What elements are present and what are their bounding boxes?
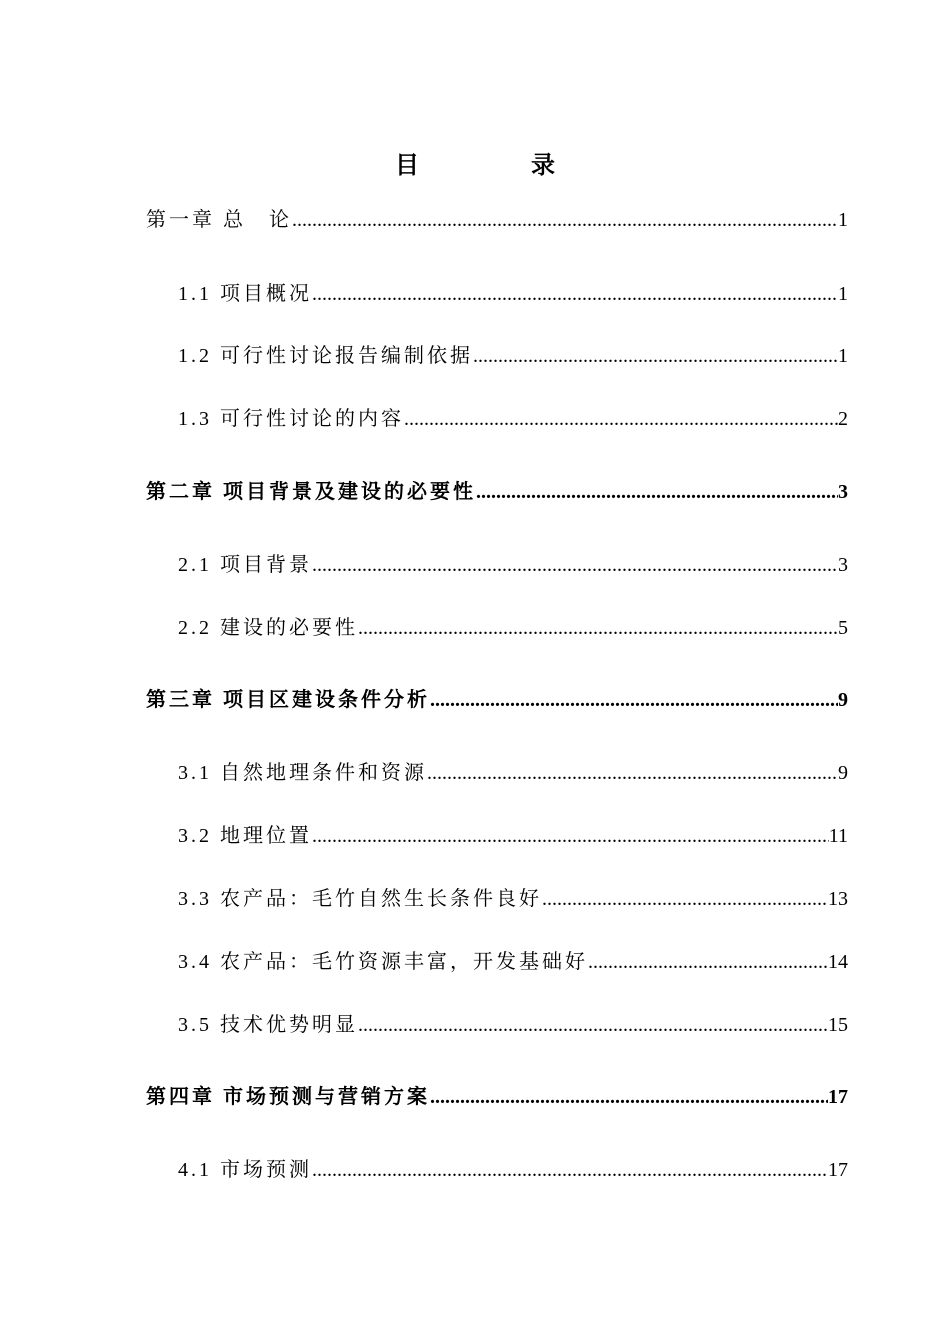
toc-entry-label: 第一章 总 论 (146, 209, 292, 231)
toc-entry-page: 14 (828, 951, 848, 973)
toc-entry-section-3-4[interactable] (178, 948, 848, 976)
toc-leader-dots (476, 478, 838, 506)
toc-entry-section-3-5[interactable] (178, 1011, 848, 1039)
toc-entry-label: 2.2 建设的必要性 (178, 617, 358, 639)
toc-leader-dots (358, 614, 838, 642)
toc-entry-chapter-2[interactable] (146, 478, 848, 506)
toc-entry-section-2-1[interactable] (178, 551, 848, 579)
toc-entry-page: 1 (838, 209, 848, 231)
toc-leader-dots (404, 405, 838, 433)
toc-leader-dots (588, 948, 828, 976)
toc-leader-dots (430, 1083, 828, 1111)
toc-entry-chapter-4[interactable] (146, 1083, 848, 1111)
toc-entry-label: 2.1 项目背景 (178, 554, 312, 576)
toc-entry-section-4-1[interactable] (178, 1156, 848, 1184)
toc-entry-page: 2 (838, 408, 848, 430)
toc-entry-chapter-1[interactable] (146, 206, 848, 234)
toc-entry-label: 3.3 农产品：毛竹自然生长条件良好 (178, 888, 542, 910)
toc-entry-section-1-3[interactable] (178, 405, 848, 433)
toc-leader-dots (542, 885, 828, 913)
toc-entry-page: 13 (828, 888, 848, 910)
toc-entry-page: 15 (828, 1014, 848, 1036)
toc-entry-label: 第三章 项目区建设条件分析 (146, 689, 430, 711)
toc-entry-chapter-3[interactable] (146, 686, 848, 714)
toc-entry-page: 1 (838, 283, 848, 305)
toc-entry-page: 1 (838, 345, 848, 367)
toc-leader-dots (358, 1011, 828, 1039)
toc-leader-dots (473, 342, 838, 370)
toc-entry-section-2-2[interactable] (178, 614, 848, 642)
toc-entry-label: 1.2 可行性讨论报告编制依据 (178, 345, 473, 367)
toc-entry-section-3-3[interactable] (178, 885, 848, 913)
toc-entry-section-1-2[interactable] (178, 342, 848, 370)
toc-leader-dots (312, 822, 829, 850)
toc-leader-dots (312, 551, 838, 579)
toc-entry-page: 17 (828, 1086, 848, 1108)
toc-entry-section-3-1[interactable] (178, 759, 848, 787)
toc-leader-dots (430, 686, 838, 714)
toc-entry-label: 3.2 地理位置 (178, 825, 312, 847)
toc-entry-page: 5 (838, 617, 848, 639)
toc-entry-section-1-1[interactable] (178, 280, 848, 308)
toc-entry-page: 11 (828, 825, 848, 847)
toc-leader-dots (312, 280, 838, 308)
toc-leader-dots (312, 1156, 828, 1184)
toc-leader-dots (292, 206, 838, 234)
toc-entry-label: 4.1 市场预测 (178, 1159, 312, 1181)
toc-entry-label: 第四章 市场预测与营销方案 (146, 1086, 430, 1108)
toc-entry-page: 3 (838, 554, 848, 576)
toc-entry-label: 第二章 项目背景及建设的必要性 (146, 481, 476, 503)
toc-entry-label: 1.3 可行性讨论的内容 (178, 408, 404, 430)
toc-entry-page: 3 (838, 481, 848, 503)
toc-entry-page: 9 (838, 689, 848, 711)
toc-entry-page: 17 (828, 1159, 848, 1181)
toc-leader-dots (427, 759, 838, 787)
toc-entry-section-3-2[interactable] (178, 822, 848, 850)
toc-entry-page: 9 (838, 762, 848, 784)
toc-entry-label: 3.4 农产品：毛竹资源丰富，开发基础好 (178, 951, 588, 973)
toc-title: 目 录 (395, 151, 599, 179)
toc-entry-label: 3.5 技术优势明显 (178, 1014, 358, 1036)
toc-entry-label: 3.1 自然地理条件和资源 (178, 762, 427, 784)
toc-entry-label: 1.1 项目概况 (178, 283, 312, 305)
